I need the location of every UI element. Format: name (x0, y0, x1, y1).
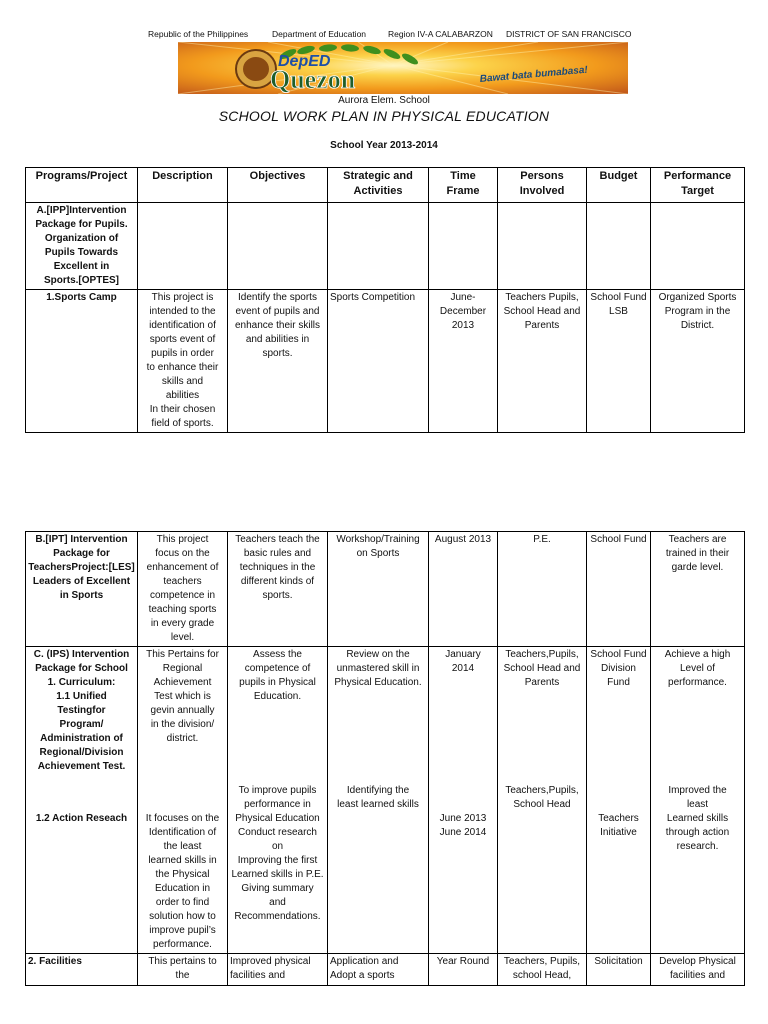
table-cell: School Fund Division Fund (587, 647, 651, 783)
table-cell: Organized Sports Program in the District. (651, 290, 745, 433)
table-header-row (26, 168, 745, 203)
table-cell: June 2013 June 2014 (429, 783, 498, 954)
table-cell: January 2014 (429, 647, 498, 783)
header-region: Region IV-A CALABARZON (388, 29, 493, 39)
table-row (26, 647, 745, 783)
table-row (26, 783, 745, 954)
table-cell: Teachers, Pupils, school Head, (498, 953, 587, 985)
school-name: Aurora Elem. School (338, 95, 430, 106)
deped-quezon-banner (178, 42, 628, 94)
table-cell: To improve pupils performance in Physical Education Conduct research on Improving the first Learned skills in P.E. Giving summary and Recommendations. (228, 783, 328, 954)
table-cell: This project is intended to the identification of sports event of pupils in order to enhance their skills and abilities In their chosen field of sports. (138, 290, 228, 433)
table-cell: It focuses on the Identification of the least learned skills in the Physical Education in order to find solution how to improve pupil’s performance. (138, 783, 228, 954)
table-cell: Achieve a high Level of performance. (651, 647, 745, 783)
table-cell: 1.2 Action Reseach (26, 783, 138, 954)
table-cell (587, 203, 651, 290)
table-cell: Year Round (429, 953, 498, 985)
school-year: School Year 2013-2014 (330, 140, 438, 151)
table-cell: Teachers teach the basic rules and techniques in the different kinds of sports. (228, 532, 328, 647)
table-cell (328, 203, 429, 290)
column-header: Strategic and Activities (328, 168, 429, 203)
table-cell: 1.Sports Camp (26, 290, 138, 433)
table-row (26, 203, 745, 290)
header-line (0, 29, 768, 43)
table-row (26, 953, 745, 985)
table-cell: School Fund LSB (587, 290, 651, 433)
column-header: Budget (587, 168, 651, 203)
table-cell: Sports Competition (328, 290, 429, 433)
banner-slogan: Bawat bata bumabasa! (479, 64, 589, 85)
table-cell: Identify the sports event of pupils and enhance their skills and abilities in sports. (228, 290, 328, 433)
table-cell: Application and Adopt a sports (328, 953, 429, 985)
column-header: Persons Involved (498, 168, 587, 203)
column-header: Objectives (228, 168, 328, 203)
table-cell: Review on the unmastered skill in Physical Education. (328, 647, 429, 783)
work-plan-table-2 (25, 531, 745, 986)
column-header: Performance Target (651, 168, 745, 203)
table-cell: This Pertains for Regional Achievement Test which is gevin annually in the division/ district. (138, 647, 228, 783)
table-cell: Teachers Pupils, School Head and Parents (498, 290, 587, 433)
header-department: Department of Education (272, 29, 367, 39)
page-title: SCHOOL WORK PLAN IN PHYSICAL EDUCATION (218, 108, 550, 124)
table-cell: P.E. (498, 532, 587, 647)
table-cell: Solicitation (587, 953, 651, 985)
table-cell: June- December 2013 (429, 290, 498, 433)
table-cell: Teachers,Pupils, School Head and Parents (498, 647, 587, 783)
table-cell (429, 203, 498, 290)
work-plan-table-1 (25, 167, 745, 433)
table-cell: A.[IPP]Intervention Package for Pupils. Organization of Pupils Towards Excellent in Sports.[OPTES] (26, 203, 138, 290)
table-cell (228, 203, 328, 290)
table-cell: Teachers Initiative (587, 783, 651, 954)
table-cell: Teachers are trained in their garde level. (651, 532, 745, 647)
table-row (26, 532, 745, 647)
table-cell (651, 203, 745, 290)
table-cell (498, 203, 587, 290)
table-cell: Assess the competence of pupils in Physical Education. (228, 647, 328, 783)
header-district: DISTRICT OF SAN FRANCISCO (506, 29, 632, 39)
column-header: Programs/Project (26, 168, 138, 203)
table-cell: August 2013 (429, 532, 498, 647)
table-cell: C. (IPS) Intervention Package for School 1. Curriculum: 1.1 Unified Testingfor Program/ Administration of Regional/Division Achievement Test. (26, 647, 138, 783)
table-cell: School Fund (587, 532, 651, 647)
table-cell (138, 203, 228, 290)
table-cell: 2. Facilities (26, 953, 138, 985)
banner-logo-main: Quezon (270, 65, 356, 94)
table-cell: B.[IPT] Intervention Package for TeachersProject:[LES] Leaders of Excellent in Sports (26, 532, 138, 647)
table-cell: Identifying the least learned skills (328, 783, 429, 954)
table-cell: This project focus on the enhancement of teachers competence in teaching sports in every grade level. (138, 532, 228, 647)
table-row (26, 290, 745, 433)
table-cell: Workshop/Training on Sports (328, 532, 429, 647)
table-cell: Teachers,Pupils, School Head (498, 783, 587, 954)
banner-logo-top: DepED (278, 53, 331, 70)
table-cell: This pertains to the (138, 953, 228, 985)
table-cell: Improved physical facilities and (228, 953, 328, 985)
header-republic: Republic of the Philippines (148, 29, 249, 39)
table-cell: Improved the least Learned skills through action research. (651, 783, 745, 954)
column-header: Description (138, 168, 228, 203)
table-cell: Develop Physical facilities and (651, 953, 745, 985)
column-header: Time Frame (429, 168, 498, 203)
